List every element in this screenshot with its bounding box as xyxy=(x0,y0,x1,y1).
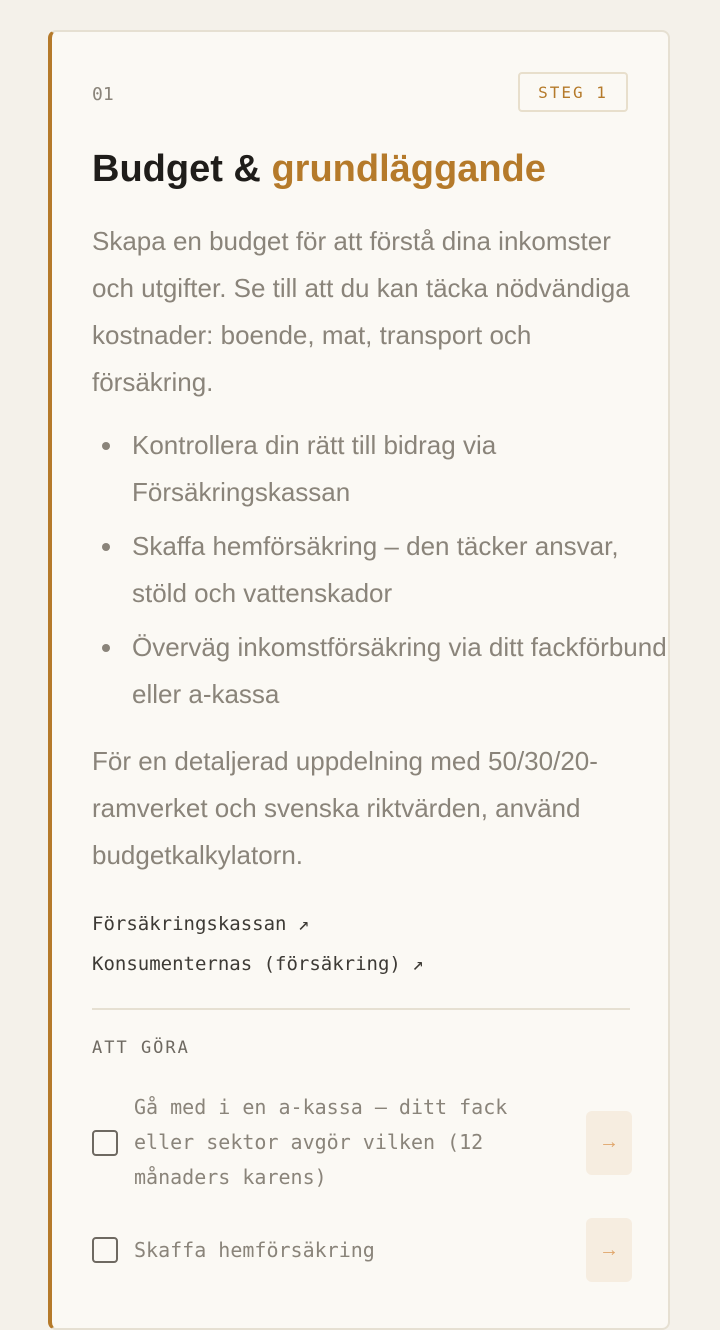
link-forsakringskassan[interactable]: Försäkringskassan ↗ xyxy=(92,913,310,935)
title-main: Budget & xyxy=(92,148,272,190)
step-number: 01 xyxy=(92,84,114,105)
intro-text: Skapa en budget för att förstå dina inkomster och utgifter. Se till att du kan täcka nödvändiga kostnader: boende, mat, transport och försäkring. xyxy=(92,226,630,397)
arrow-right-icon[interactable]: → xyxy=(586,1218,632,1282)
todo-text: Gå med i en a-kassa – ditt fack eller sektor avgör vilken (12 månaders karens) xyxy=(134,1095,508,1189)
resource-links xyxy=(92,904,424,984)
bullet-item: Skaffa hemförsäkring – den täcker ansvar, stöld och vattenskador xyxy=(132,523,672,617)
step-badge: STEG 1 xyxy=(518,72,628,112)
link-konsumenternas[interactable]: Konsumenternas (försäkring) ↗ xyxy=(92,953,424,975)
bullet-item: Kontrollera din rätt till bidrag via Försäkringskassan xyxy=(132,422,672,516)
todo-text: Skaffa hemförsäkring xyxy=(134,1237,375,1262)
bullet-item: Överväg inkomstförsäkring via ditt fackförbund eller a-kassa xyxy=(132,624,672,718)
step-card xyxy=(48,30,670,1330)
bullet-list xyxy=(92,422,672,725)
todo-item xyxy=(92,1218,632,1282)
divider xyxy=(92,1008,630,1010)
todo-checkbox[interactable] xyxy=(92,1237,118,1263)
arrow-right-icon[interactable]: → xyxy=(586,1111,632,1175)
todo-checkbox[interactable] xyxy=(92,1130,118,1156)
todo-heading: ATT GÖRA xyxy=(92,1038,190,1058)
card-title xyxy=(92,148,546,191)
todo-item xyxy=(92,1090,632,1195)
title-accent: grundläggande xyxy=(271,148,546,190)
outro-text: För en detaljerad uppdelning med 50/30/20-ramverket och svenska riktvärden, använd budgetkalkylatorn. xyxy=(92,746,598,870)
